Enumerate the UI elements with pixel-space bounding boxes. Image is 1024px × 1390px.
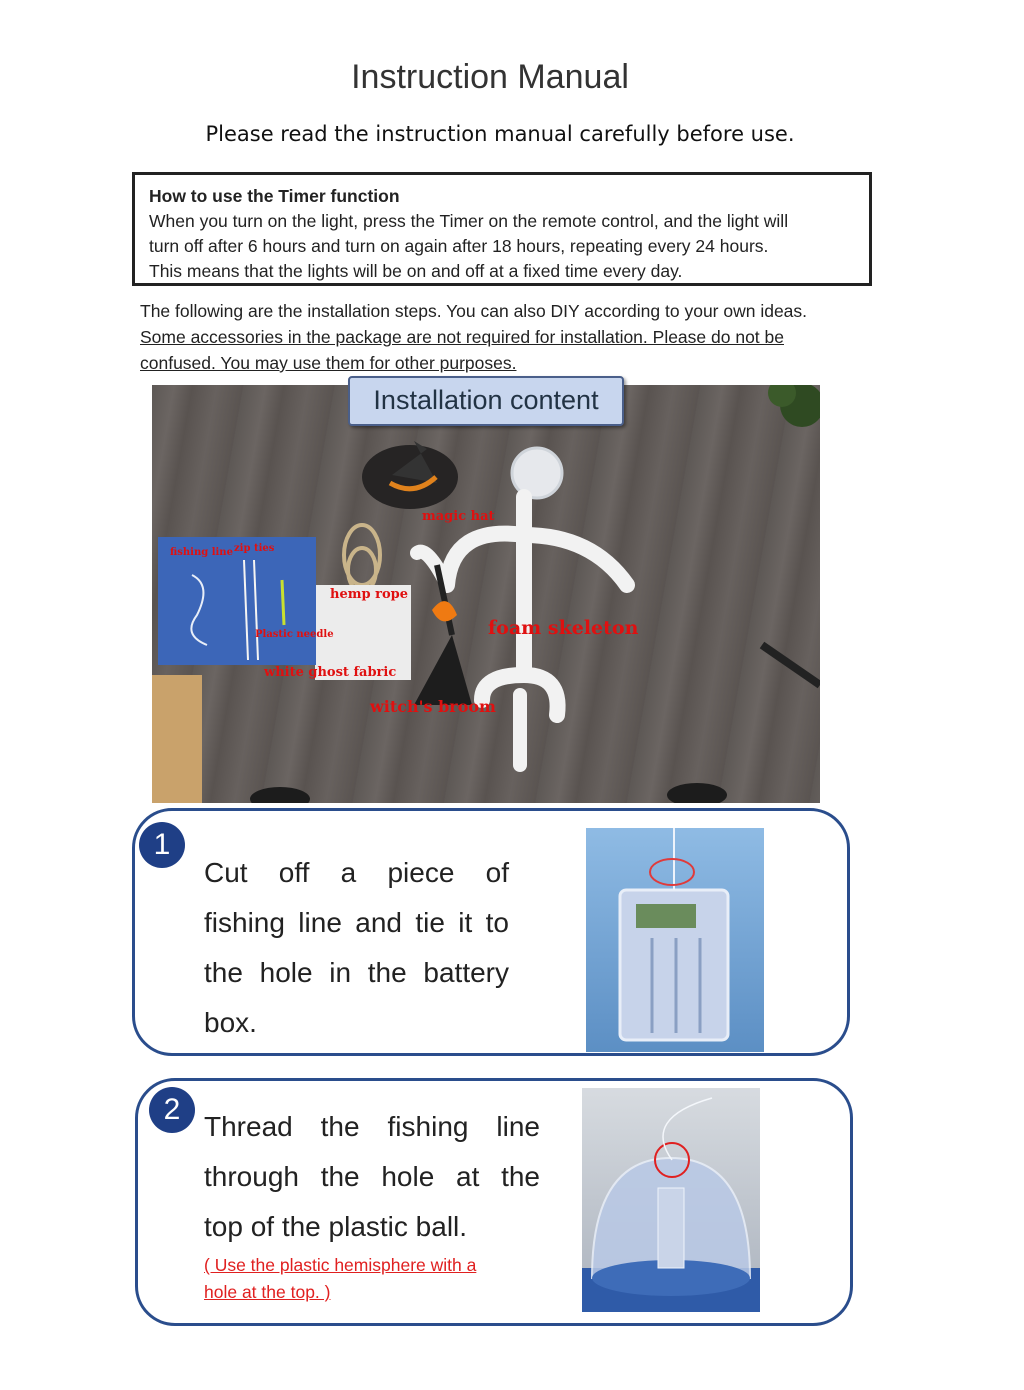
installation-illustration: [152, 385, 820, 803]
step-1-line: Cut off a piece of: [204, 857, 509, 888]
battery-box-illustration: [586, 828, 764, 1052]
step-2-photo: [582, 1088, 760, 1312]
installation-content-label: Installation content: [348, 376, 624, 426]
timer-info-box: [132, 172, 872, 286]
page-title: Instruction Manual: [351, 58, 629, 96]
magic-hat-shape: [362, 441, 458, 509]
plastic-ball-illustration: [582, 1088, 760, 1312]
step-2-line: Thread the fishing line: [204, 1111, 540, 1142]
step-1-text: [204, 848, 509, 1048]
step-2-text: [204, 1102, 540, 1252]
timer-line-1: When you turn on the light, press the Timer on the remote control, and the light will: [149, 211, 789, 231]
plant-decoration: [768, 385, 820, 427]
shoe-right: [667, 783, 727, 803]
label-plastic-needle: Plastic needle: [255, 629, 334, 640]
timer-line-3: This means that the lights will be on and off at a fixed time every day.: [149, 261, 683, 281]
intro-text: [140, 298, 900, 376]
step-1-photo: [586, 828, 764, 1052]
intro-line-2: Some accessories in the package are not required for installation. Please do not be: [140, 327, 784, 347]
step-2-note-line: ( Use the plastic hemisphere with a: [204, 1255, 477, 1275]
timer-line-2: turn off after 6 hours and turn on again after 18 hours, repeating every 24 hours.: [149, 236, 769, 256]
intro-line-3: confused. You may use them for other purposes.: [140, 353, 517, 373]
label-white-ghost-fabric: white ghost fabric: [264, 665, 397, 680]
hemp-rope-shape: [344, 525, 380, 592]
step-2-badge: 2: [149, 1087, 195, 1133]
witch-broom-shape: [414, 565, 472, 705]
step-1-badge: 1: [139, 822, 185, 868]
timer-heading: How to use the Timer function: [149, 186, 400, 206]
step-2-note-line: hole at the top. ): [204, 1282, 331, 1302]
label-witch-broom: witch's broom: [370, 697, 496, 716]
label-foam-skeleton: foam skeleton: [488, 617, 639, 639]
label-fishing-line: fishing line: [170, 547, 233, 558]
shoe-left: [250, 787, 310, 803]
step-2-line: top of the plastic ball.: [204, 1211, 468, 1242]
label-zip-ties: zip ties: [234, 543, 275, 554]
step-2-note: [204, 1252, 544, 1306]
step-1-line: the hole in the battery: [204, 957, 509, 988]
installation-photo: [152, 385, 820, 803]
step-1-line: fishing line and tie it to: [204, 907, 509, 938]
step-2-line: through the hole at the: [204, 1161, 540, 1192]
stand: [762, 645, 820, 685]
intro-line-1: The following are the installation steps. You can also DIY according to your own ideas.: [140, 301, 808, 321]
page-subtitle: Please read the instruction manual carefully before use.: [205, 122, 795, 146]
step-1-line: box.: [204, 1007, 257, 1038]
cardboard-box: [152, 675, 202, 803]
label-hemp-rope: hemp rope: [330, 587, 408, 602]
label-magic-hat: magic hat: [422, 509, 495, 524]
